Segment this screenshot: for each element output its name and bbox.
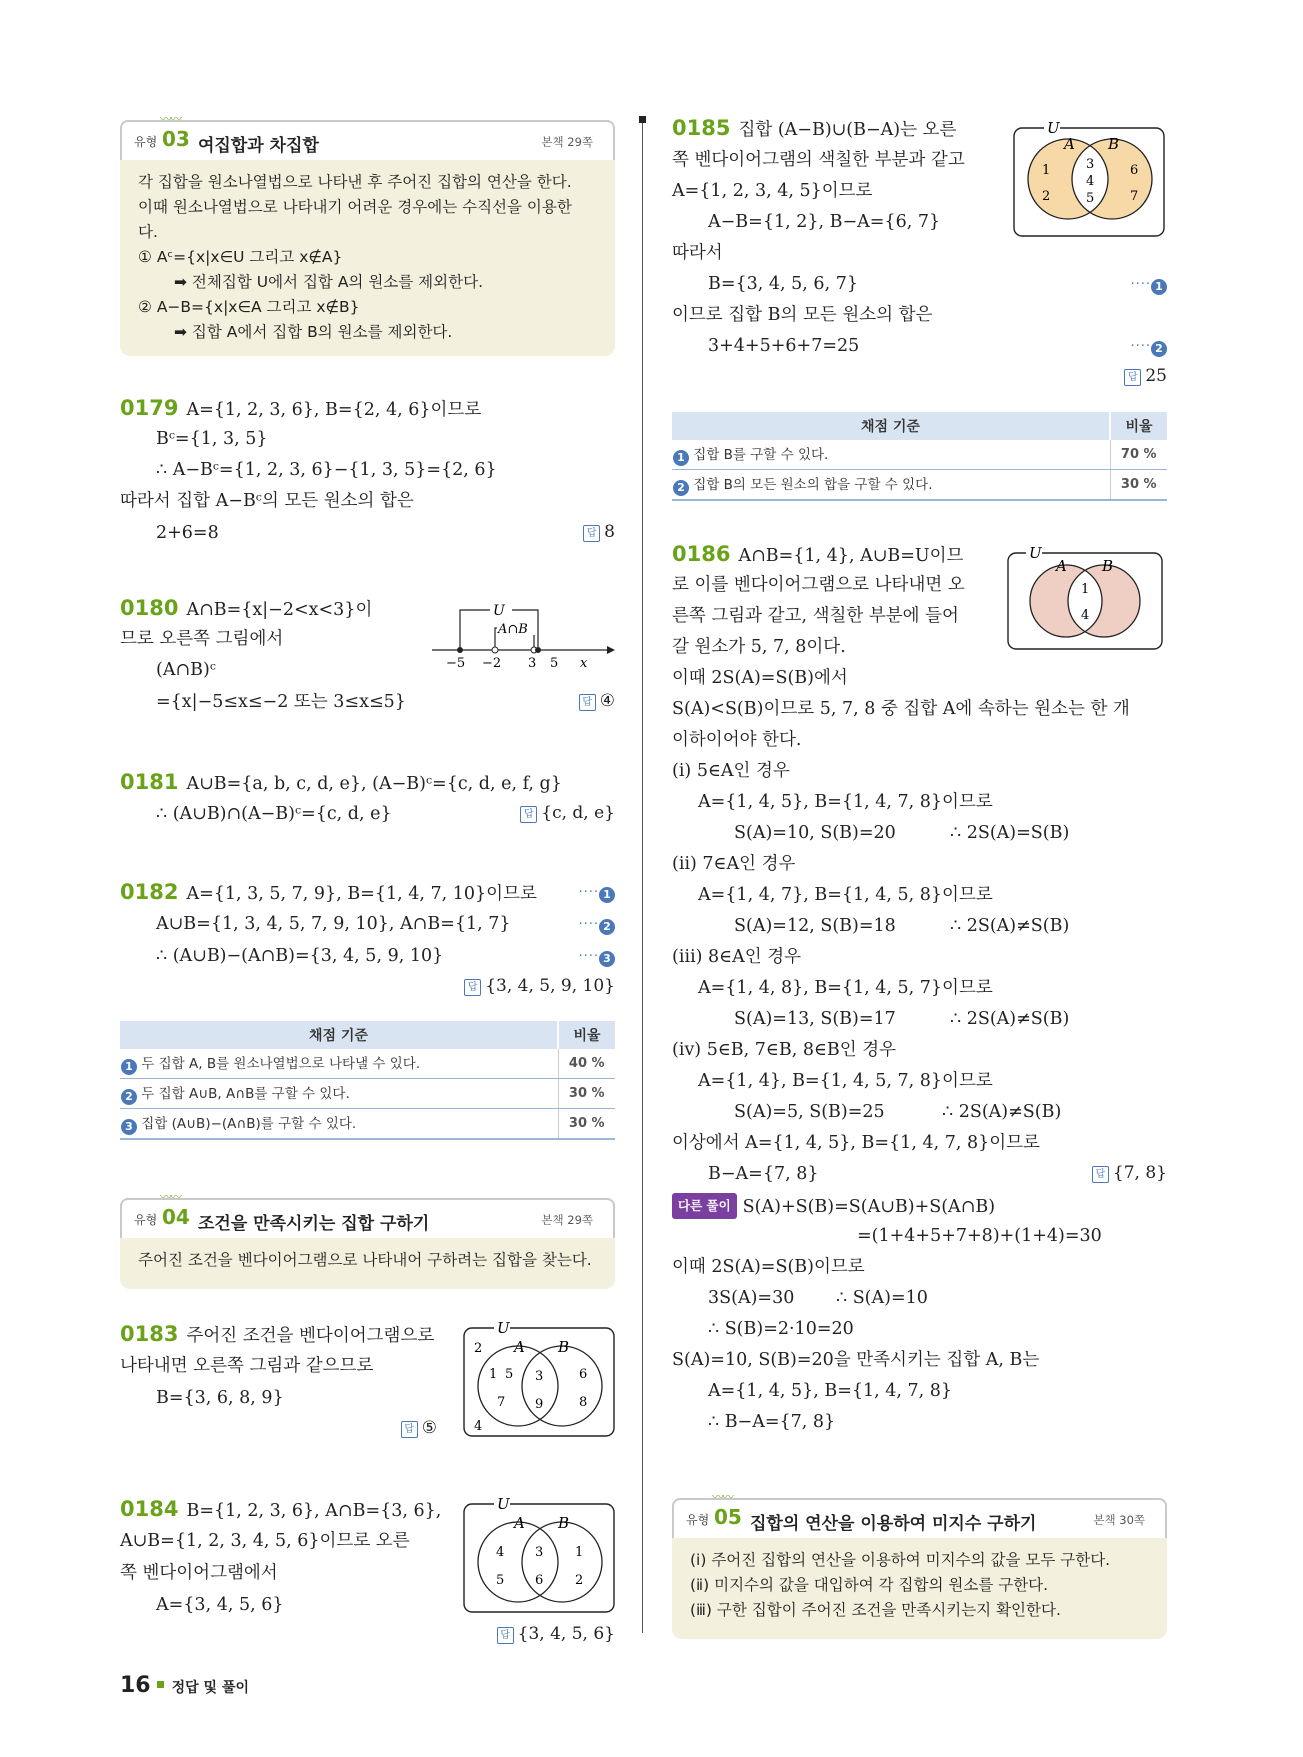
element: 2 (1042, 189, 1051, 204)
answer-0179 (583, 522, 615, 542)
solution-line: 이하이어야 한다. (672, 730, 802, 750)
venn-diagram-0185 (1012, 116, 1167, 240)
summary-line: 이때 원소나열법으로 나타내기 어려운 경우에는 수직선을 이용한 (138, 198, 572, 216)
problem-number: 0184 (120, 1497, 179, 1521)
answer-icon: 답 (579, 694, 596, 711)
problem-0184-line (120, 1497, 441, 1523)
problem-number: 0182 (120, 880, 179, 904)
summary-line: ① Aᶜ={x|x∈U 그리고 x∉A} (138, 248, 343, 266)
type-label: 유형 (686, 1513, 710, 1527)
summary-line: (ⅱ) 미지수의 값을 대입하여 각 집합의 원소를 구한다. (690, 1576, 1049, 1594)
tick-label: 3 (528, 656, 537, 670)
solution-line: ∴ 2S(A)≠S(B) (942, 1102, 1062, 1122)
table-row (672, 440, 1167, 470)
summary-line: 주어진 조건을 벤다이어그램으로 나타내어 구하려는 집합을 찾는다. (138, 1251, 592, 1269)
summary-line: (ⅲ) 구한 집합이 주어진 조건을 만족시키는지 확인한다. (690, 1601, 1061, 1619)
universal-label: U (1047, 119, 1060, 137)
problem-0183-line (120, 1322, 434, 1348)
element: 5 (496, 1573, 505, 1588)
answer-value: ④ (599, 691, 615, 711)
table-header: 채점 기준 (672, 412, 1110, 440)
set-b-circle (522, 1346, 602, 1426)
step-number: 1 (599, 887, 615, 903)
element: 3 (535, 1545, 544, 1560)
problem-number: 0179 (120, 396, 179, 420)
solution-line: A={1, 2, 3, 4, 5}이므로 (672, 181, 873, 201)
element: 1 (489, 1367, 498, 1382)
set-a-label: A (1056, 557, 1067, 575)
solution-line: 이상에서 A={1, 4, 5}, B={1, 4, 7, 8}이므로 (672, 1133, 1040, 1153)
criterion-text: 집합 B의 모든 원소의 합을 구할 수 있다. (693, 477, 933, 493)
solution-line: ={x|−5≤x≤−2 또는 3≤x≤5} (156, 692, 406, 712)
step-number: 2 (121, 1089, 137, 1105)
set-b-label: B (1108, 135, 1120, 153)
solution-line: 3S(A)=30 (708, 1288, 795, 1308)
solution-line: ∴ A−Bᶜ={1, 2, 3, 6}−{1, 3, 5}={2, 6} (156, 460, 497, 480)
ratio-value: 30 % (558, 1079, 615, 1109)
type-05-summary (672, 1538, 1167, 1639)
page-footer (120, 1673, 249, 1698)
solution-line: ∴ (A∪B)−(A∩B)={3, 4, 5, 9, 10} (156, 946, 444, 966)
solution-line: 이때 2S(A)=S(B)에서 (672, 668, 848, 688)
venn-diagram-0184 (462, 1492, 617, 1616)
summary-line: (ⅰ) 주어진 집합의 연산을 이용하여 미지수의 값을 모두 구한다. (690, 1551, 1111, 1569)
solution-line: B={3, 6, 8, 9} (156, 1388, 284, 1408)
step-marker: ···· 1 (1130, 277, 1167, 295)
table-row (120, 1049, 615, 1079)
solution-line: Bᶜ={1, 3, 5} (156, 429, 268, 449)
problem-number: 0186 (672, 542, 731, 566)
solution-line: 로 이를 벤다이어그램으로 나타내면 오 (672, 575, 965, 595)
problem-number: 0185 (672, 116, 731, 140)
solution-line: A={1, 4, 7}, B={1, 4, 5, 8}이므로 (698, 885, 993, 905)
step-number: 1 (673, 450, 689, 466)
type-reference: 본책 30쪽 (1093, 1513, 1145, 1527)
summary-line: 각 집합을 원소나열법으로 나타낸 후 주어진 집합의 연산을 한다. (138, 173, 572, 191)
element: 7 (1130, 189, 1139, 204)
answer-value: 25 (1145, 366, 1167, 386)
problem-0181-line (120, 770, 562, 796)
solution-line: 른쪽 그림과 같고, 색칠한 부분에 들어 (672, 606, 959, 626)
table-header: 비율 (558, 1021, 615, 1049)
universal-label: U (493, 603, 505, 619)
answer-icon: 답 (497, 1627, 514, 1644)
solution-line: S(A)<S(B)이므로 5, 7, 8 중 집합 A에 속하는 원소는 한 개 (672, 699, 1130, 719)
ratio-value: 30 % (1110, 470, 1167, 501)
solution-line: A={1, 4, 8}, B={1, 4, 5, 7}이므로 (698, 978, 993, 998)
answer-value: {c, d, e} (541, 803, 615, 823)
criterion-text: 집합 (A∪B)−(A∩B)를 구할 수 있다. (141, 1116, 357, 1132)
tick-label: −2 (482, 656, 502, 670)
page-number: 16 (120, 1673, 151, 1698)
universal-label: U (1029, 544, 1042, 562)
problem-0186-line (672, 542, 963, 568)
type-04-header (120, 1190, 615, 1238)
step-number: 3 (599, 951, 615, 967)
set-a-label: A (1064, 135, 1075, 153)
answer-0184 (497, 1624, 615, 1644)
alt-solution-badge: 다른 풀이 (672, 1193, 737, 1219)
grading-table-0182 (120, 1021, 615, 1140)
answer-0185 (1124, 366, 1167, 386)
element: 4 (1081, 608, 1090, 623)
element: 5 (1086, 191, 1095, 206)
type-04-box (120, 1190, 615, 1289)
element: 1 (575, 1545, 584, 1560)
set-b-circle (522, 1522, 602, 1602)
solution-line: A={3, 4, 5, 6} (156, 1595, 284, 1615)
divider-marker (639, 116, 646, 123)
point-open (492, 647, 498, 653)
step-number: 2 (1151, 341, 1167, 357)
answer-icon: 답 (583, 525, 600, 542)
answer-value: {3, 4, 5, 6} (517, 1624, 615, 1644)
universal-label: U (497, 1319, 510, 1337)
solution-text: A∩B={x|−2<x<3}이 (186, 600, 373, 620)
set-a-circle (478, 1346, 558, 1426)
table-row (672, 470, 1167, 501)
solution-line: 따라서 (672, 243, 723, 263)
venn-diagram-0186 (1006, 543, 1166, 653)
type-number: 05 (714, 1505, 742, 1529)
answer-icon: 답 (1092, 1166, 1109, 1183)
solution-line: A−B={1, 2}, B−A={6, 7} (708, 212, 941, 232)
summary-line: ➡ 집합 A에서 집합 B의 원소를 제외한다. (174, 323, 453, 341)
grading-table-0185 (672, 412, 1167, 501)
answer-icon: 답 (464, 979, 481, 996)
step-number: 1 (121, 1059, 137, 1075)
set-a-label: A (514, 1338, 525, 1356)
solution-line: ∴ 2S(A)≠S(B) (950, 1009, 1070, 1029)
table-header: 비율 (1110, 412, 1167, 440)
problem-0180-line (120, 596, 372, 622)
table-row (120, 1079, 615, 1109)
element: 3 (1086, 157, 1095, 172)
solution-line: ∴ (A∪B)∩(A−B)ᶜ={c, d, e} (156, 804, 392, 824)
summary-line: ➡ 전체집합 U에서 집합 A의 원소를 제외한다. (174, 273, 483, 291)
element: 9 (535, 1397, 544, 1412)
solution-line: S(A)=12, S(B)=18 (734, 916, 896, 936)
solution-line: (A∩B)ᶜ (156, 660, 216, 680)
solution-line: 이므로 집합 B의 모든 원소의 합은 (672, 305, 933, 325)
step-number: 3 (121, 1119, 137, 1135)
element: 1 (1081, 582, 1090, 597)
solution-text: 주어진 조건을 벤다이어그램으로 (186, 1326, 435, 1346)
solution-text: A∩B={1, 4}, A∪B=U이므 (738, 546, 964, 566)
venn-diagram-0183 (462, 1316, 617, 1440)
table-row (120, 1109, 615, 1140)
type-03-header (120, 112, 615, 160)
problem-number: 0180 (120, 596, 179, 620)
element: 6 (535, 1573, 544, 1588)
answer-value: {7, 8} (1112, 1163, 1167, 1183)
universal-label: U (497, 1495, 510, 1513)
case-heading: (ⅰ) 5∈A인 경우 (672, 761, 790, 781)
problem-0182-line (120, 880, 537, 906)
solution-line: A={1, 4}, B={1, 4, 5, 7, 8}이므로 (698, 1071, 993, 1091)
solution-line: A∪B={1, 3, 4, 5, 7, 9, 10}, A∩B={1, 7} (156, 914, 511, 934)
solution-text: B={1, 2, 3, 6}, A∩B={3, 6}, (186, 1501, 442, 1521)
solution-line: ∴ S(A)=10 (836, 1288, 928, 1308)
axis-arrow (607, 646, 615, 654)
element: 2 (474, 1341, 483, 1356)
answer-value: {3, 4, 5, 9, 10} (485, 976, 615, 996)
element: 7 (497, 1395, 506, 1410)
solution-line: ∴ 2S(A)≠S(B) (950, 916, 1070, 936)
solution-text: A={1, 3, 5, 7, 9}, B={1, 4, 7, 10}이므로 (186, 884, 537, 904)
element: 4 (474, 1419, 483, 1434)
wave-decoration: 〰〰 (160, 112, 181, 126)
solution-line: A={1, 4, 5}, B={1, 4, 7, 8}이므로 (698, 792, 993, 812)
case-heading: (ⅲ) 8∈A인 경우 (672, 947, 802, 967)
footer-square-icon (157, 1681, 164, 1688)
type-reference: 본책 29쪽 (541, 135, 593, 149)
element: 1 (1042, 163, 1051, 178)
solution-line: 따라서 집합 A−Bᶜ의 모든 원소의 합은 (120, 491, 414, 511)
solution-line: 쪽 벤다이어그램에서 (120, 1563, 278, 1583)
solution-line: S(A)=10, S(B)=20 (734, 823, 896, 843)
axis-label: x (580, 656, 588, 670)
type-number: 03 (162, 127, 190, 151)
case-heading: (ⅳ) 5∈B, 7∈B, 8∈B인 경우 (672, 1040, 897, 1060)
summary-line: 다. (138, 223, 158, 241)
alt-solution-line (672, 1193, 995, 1219)
solution-line: 이때 2S(A)=S(B)이므로 (672, 1257, 865, 1277)
point-closed (457, 647, 463, 653)
summary-line: ② A−B={x|x∈A 그리고 x∉B} (138, 298, 360, 316)
criterion-text: 두 집합 A, B를 원소나열법으로 나타낼 수 있다. (141, 1056, 421, 1072)
step-number: 2 (673, 480, 689, 496)
answer-value: ⑤ (421, 1418, 437, 1438)
type-number: 04 (162, 1205, 190, 1229)
ratio-value: 70 % (1110, 440, 1167, 470)
step-marker: ···· 1 (578, 885, 615, 903)
answer-value: 8 (604, 522, 615, 542)
case-heading: (ⅱ) 7∈A인 경우 (672, 854, 796, 874)
set-a-circle (478, 1522, 558, 1602)
type-label: 유형 (134, 135, 158, 149)
wave-decoration: 〰〰 (712, 1490, 733, 1504)
solution-line: ∴ S(B)=2·10=20 (708, 1319, 854, 1339)
set-b-label: B (558, 1514, 570, 1532)
solution-text: A={1, 2, 3, 6}, B={2, 4, 6}이므로 (186, 400, 482, 420)
answer-0181 (520, 803, 615, 823)
criterion-text: 두 집합 A∪B, A∩B를 구할 수 있다. (141, 1086, 350, 1102)
intersection-label: A∩B (498, 622, 528, 637)
answer-0183 (401, 1418, 437, 1438)
solution-line: 2+6=8 (156, 523, 219, 543)
type-label: 유형 (134, 1213, 158, 1227)
ratio-value: 40 % (558, 1049, 615, 1079)
solution-line: 므로 오른쪽 그림에서 (120, 629, 284, 649)
solution-text: A∪B={a, b, c, d, e}, (A−B)ᶜ={c, d, e, f, g} (186, 774, 562, 794)
element: 6 (1130, 163, 1139, 178)
element: 3 (535, 1369, 544, 1384)
step-marker: ···· 3 (578, 949, 615, 967)
solution-line: 쪽 벤다이어그램의 색칠한 부분과 같고 (672, 150, 965, 170)
set-a-label: A (514, 1514, 525, 1532)
solution-line: 3+4+5+6+7=25 (708, 336, 860, 356)
step-marker: ···· 2 (1130, 339, 1167, 357)
type-title: 여집합과 차집합 (198, 136, 319, 156)
type-title: 조건을 만족시키는 집합 구하기 (198, 1214, 430, 1234)
step-number: 2 (599, 919, 615, 935)
wave-decoration: 〰〰 (160, 1190, 181, 1204)
number-line-diagram (430, 596, 615, 670)
element: 4 (1086, 174, 1095, 189)
solution-line: 갈 원소가 5, 7, 8이다. (672, 637, 846, 657)
answer-icon: 답 (1124, 369, 1141, 386)
solution-line: A∪B={1, 2, 3, 4, 5, 6}이므로 오른 (120, 1531, 410, 1551)
type-05-header (672, 1490, 1167, 1538)
point-closed (535, 647, 541, 653)
solution-line: B={3, 4, 5, 6, 7} (708, 274, 858, 294)
solution-line: =(1+4+5+7+8)+(1+4)=30 (857, 1226, 1102, 1246)
type-title: 집합의 연산을 이용하여 미지수 구하기 (750, 1514, 1037, 1534)
solution-line: S(A)=13, S(B)=17 (734, 1009, 896, 1029)
type-reference: 본책 29쪽 (541, 1213, 593, 1227)
problem-0185-line (672, 116, 956, 142)
problem-number: 0183 (120, 1322, 179, 1346)
ratio-value: 30 % (558, 1109, 615, 1140)
set-b-label: B (1102, 557, 1114, 575)
type-03-summary (120, 160, 615, 356)
problem-number: 0181 (120, 770, 179, 794)
criterion-text: 집합 B를 구할 수 있다. (693, 447, 829, 463)
type-05-box (672, 1490, 1167, 1639)
solution-line: S(A)=10, S(B)=20을 만족시키는 집합 A, B는 (672, 1350, 1040, 1370)
solution-text: 집합 (A−B)∪(B−A)는 오른 (738, 120, 957, 140)
answer-0182 (464, 976, 615, 996)
step-marker: ···· 2 (578, 917, 615, 935)
table-header: 채점 기준 (120, 1021, 558, 1049)
footer-title: 정답 및 풀이 (171, 1680, 249, 1696)
type-04-summary (120, 1238, 615, 1289)
answer-0180 (579, 691, 615, 711)
tick-label: −5 (446, 656, 466, 670)
problem-0179-line (120, 396, 481, 422)
solution-line: 나타내면 오른쪽 그림과 같으므로 (120, 1356, 374, 1376)
tick-label: 5 (550, 656, 559, 670)
solution-line: ∴ B−A={7, 8} (708, 1412, 836, 1432)
type-03-box (120, 112, 615, 356)
element: 2 (575, 1573, 584, 1588)
column-divider (642, 118, 643, 1633)
solution-text: S(A)+S(B)=S(A∪B)+S(A∩B) (742, 1197, 996, 1217)
answer-0186 (1092, 1163, 1167, 1183)
element: 6 (579, 1367, 588, 1382)
solution-line: ∴ 2S(A)=S(B) (950, 823, 1070, 843)
element: 5 (505, 1367, 514, 1382)
solution-line: B−A={7, 8} (708, 1164, 819, 1184)
set-b-label: B (558, 1338, 570, 1356)
element: 8 (579, 1395, 588, 1410)
solution-line: S(A)=5, S(B)=25 (734, 1102, 885, 1122)
answer-icon: 답 (401, 1421, 418, 1438)
element: 4 (496, 1545, 505, 1560)
solution-line: A={1, 4, 5}, B={1, 4, 7, 8} (708, 1381, 953, 1401)
answer-icon: 답 (520, 806, 537, 823)
step-number: 1 (1151, 279, 1167, 295)
